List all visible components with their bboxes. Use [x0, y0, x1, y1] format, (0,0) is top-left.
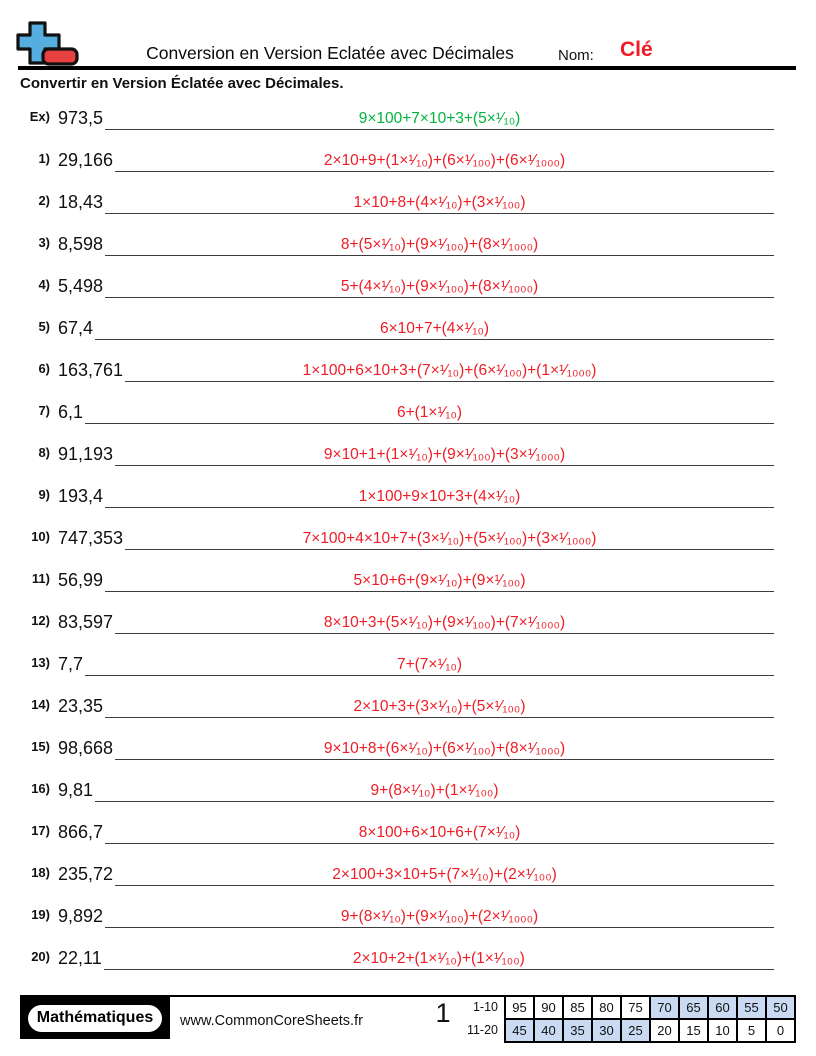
answer-line: [105, 488, 774, 508]
problem-row: [20, 851, 794, 893]
problem-answer: 9+(8×¹⁄₁₀)+(1×¹⁄₁₀₀): [370, 782, 499, 799]
problem-value: 23,35: [58, 696, 104, 716]
problem-number: 16): [31, 781, 50, 796]
grade-cell: 0: [766, 1019, 795, 1042]
problem-value: 56,99: [58, 570, 104, 590]
grade-cell: 45: [505, 1019, 534, 1042]
header-divider: [18, 66, 796, 70]
problem-number: 4): [38, 277, 50, 292]
problem-number: 18): [31, 865, 50, 880]
answer-line: [115, 152, 774, 172]
problem-answer: 1×100+9×10+3+(4×¹⁄₁₀): [358, 488, 521, 505]
problem-value: 98,668: [58, 738, 114, 758]
grade-cell: 50: [766, 996, 795, 1019]
grade-cell: 5: [737, 1019, 766, 1042]
problem-value: 866,7: [58, 822, 104, 842]
problem-value: 747,353: [58, 528, 124, 548]
problem-answer: 5×10+6+(9×¹⁄₁₀)+(9×¹⁄₁₀₀): [353, 572, 526, 589]
answer-key-label: Clé: [620, 38, 653, 61]
answer-line: [105, 572, 774, 592]
problem-number: 12): [31, 613, 50, 628]
problem-value: 235,72: [58, 864, 114, 884]
problem-answer: 2×10+2+(1×¹⁄₁₀)+(1×¹⁄₁₀₀): [352, 950, 525, 967]
name-label: Nom:: [558, 47, 594, 64]
plus-minus-logo-icon: [16, 20, 80, 68]
grade-cell: 60: [708, 996, 737, 1019]
problem-number: 11): [31, 571, 50, 586]
problem-row: [20, 473, 794, 515]
problem-number: 9): [38, 487, 50, 502]
answer-line: [115, 866, 774, 886]
problem-answer: 6×10+7+(4×¹⁄₁₀): [380, 320, 490, 337]
answer-line: [115, 740, 774, 760]
problem-row: [20, 683, 794, 725]
problem-row: [20, 389, 794, 431]
problem-row: [20, 515, 794, 557]
problem-value: 193,4: [58, 486, 104, 506]
answer-line: [85, 656, 774, 676]
grade-cell: 90: [534, 996, 563, 1019]
problem-row: [20, 347, 794, 389]
answer-line: [105, 278, 774, 298]
problem-row: [20, 221, 794, 263]
problem-answer: 1×100+6×10+3+(7×¹⁄₁₀)+(6×¹⁄₁₀₀)+(1×¹⁄₁₀₀₀): [302, 362, 597, 379]
answer-line: [125, 362, 774, 382]
grade-cell: 95: [505, 996, 534, 1019]
problem-number: Ex): [29, 109, 50, 124]
problem-number: 5): [38, 319, 50, 334]
grading-range-label: 11-20: [466, 1023, 498, 1037]
problem-answer: 9×100+7×10+3+(5×¹⁄₁₀): [358, 110, 521, 127]
problem-number: 6): [38, 361, 50, 376]
problem-answer: 7×100+4×10+7+(3×¹⁄₁₀)+(5×¹⁄₁₀₀)+(3×¹⁄₁₀₀₀): [302, 530, 597, 547]
problem-value: 29,166: [58, 150, 114, 170]
answer-line: [104, 950, 774, 970]
grade-cell: 15: [679, 1019, 708, 1042]
grade-cell: 20: [650, 1019, 679, 1042]
problem-answer: 7+(7×¹⁄₁₀): [396, 656, 463, 673]
problem-row: [20, 137, 794, 179]
problem-number: 19): [31, 907, 50, 922]
problem-row: [20, 893, 794, 935]
website-url: www.CommonCoreSheets.fr: [180, 1013, 363, 1029]
problem-answer: 9+(8×¹⁄₁₀)+(9×¹⁄₁₀₀)+(2×¹⁄₁₀₀₀): [340, 908, 539, 925]
problem-row: [20, 263, 794, 305]
problem-answer: 8+(5×¹⁄₁₀)+(9×¹⁄₁₀₀)+(8×¹⁄₁₀₀₀): [340, 236, 539, 253]
problem-row: [20, 557, 794, 599]
problem-answer: 8×10+3+(5×¹⁄₁₀)+(9×¹⁄₁₀₀)+(7×¹⁄₁₀₀₀): [323, 614, 566, 631]
grade-cell: 25: [621, 1019, 650, 1042]
problem-value: 18,43: [58, 192, 104, 212]
problem-number: 7): [38, 403, 50, 418]
answer-line: [125, 530, 774, 550]
grade-cell: 55: [737, 996, 766, 1019]
grading-table: [464, 995, 796, 1043]
grade-cell: 75: [621, 996, 650, 1019]
problem-answer: 8×100+6×10+6+(7×¹⁄₁₀): [358, 824, 521, 841]
grade-cell: 35: [563, 1019, 592, 1042]
problem-value: 8,598: [58, 234, 104, 254]
grade-cell: 40: [534, 1019, 563, 1042]
problem-row: [20, 305, 794, 347]
problem-row: [20, 431, 794, 473]
problem-number: 13): [31, 655, 50, 670]
problem-list: [0, 95, 816, 977]
problem-number: 15): [31, 739, 50, 754]
problem-number: 3): [38, 235, 50, 250]
answer-line: [105, 824, 774, 844]
problem-value: 91,193: [58, 444, 114, 464]
grade-cell: 10: [708, 1019, 737, 1042]
example-row: [20, 95, 794, 137]
brand-label: Mathématiques: [28, 1005, 162, 1032]
answer-line: [105, 194, 774, 214]
problem-number: 17): [31, 823, 50, 838]
problem-answer: 6+(1×¹⁄₁₀): [396, 404, 463, 421]
problem-value: 5,498: [58, 276, 104, 296]
answer-line: [105, 110, 774, 130]
answer-line: [95, 320, 774, 340]
problem-value: 163,761: [58, 360, 124, 380]
problem-answer: 2×100+3×10+5+(7×¹⁄₁₀)+(2×¹⁄₁₀₀): [332, 866, 557, 883]
answer-line: [105, 908, 774, 928]
grade-cell: 30: [592, 1019, 621, 1042]
grade-cell: 70: [650, 996, 679, 1019]
grade-cell: 80: [592, 996, 621, 1019]
problem-value: 67,4: [58, 318, 94, 338]
problem-number: 2): [38, 193, 50, 208]
problem-answer: 9×10+1+(1×¹⁄₁₀)+(9×¹⁄₁₀₀)+(3×¹⁄₁₀₀₀): [323, 446, 566, 463]
problem-number: 20): [31, 949, 50, 964]
answer-line: [105, 698, 774, 718]
grade-cell: 85: [563, 996, 592, 1019]
problem-answer: 9×10+8+(6×¹⁄₁₀)+(6×¹⁄₁₀₀)+(8×¹⁄₁₀₀₀): [323, 740, 566, 757]
problem-value: 7,7: [58, 654, 84, 674]
problem-row: [20, 725, 794, 767]
problem-value: 6,1: [58, 402, 84, 422]
answer-line: [105, 236, 774, 256]
grade-cell: 65: [679, 996, 708, 1019]
problem-row: [20, 179, 794, 221]
answer-line: [85, 404, 774, 424]
problem-value: 9,892: [58, 906, 104, 926]
answer-line: [115, 614, 774, 634]
answer-line: [95, 782, 774, 802]
brand-logo: [20, 997, 170, 1039]
problem-number: 8): [38, 445, 50, 460]
problem-answer: 2×10+9+(1×¹⁄₁₀)+(6×¹⁄₁₀₀)+(6×¹⁄₁₀₀₀): [323, 152, 566, 169]
problem-answer: 2×10+3+(3×¹⁄₁₀)+(5×¹⁄₁₀₀): [353, 698, 526, 715]
page-title: Conversion en Version Eclatée avec Décimales: [146, 43, 514, 63]
header: [0, 0, 816, 70]
problem-value: 83,597: [58, 612, 114, 632]
problem-value: 22,11: [58, 948, 102, 968]
problem-value: 9,81: [58, 780, 94, 800]
instructions-text: Convertir en Version Éclatée avec Décimales.: [20, 75, 344, 92]
problem-row: [20, 767, 794, 809]
problem-number: 10): [31, 529, 50, 544]
grading-range-label: 1-10: [472, 1000, 498, 1014]
problem-row: [20, 599, 794, 641]
answer-line: [115, 446, 774, 466]
problem-number: 1): [38, 151, 50, 166]
problem-row: [20, 935, 794, 977]
footer: [20, 995, 796, 1039]
problem-row: [20, 809, 794, 851]
problem-answer: 1×10+8+(4×¹⁄₁₀)+(3×¹⁄₁₀₀): [353, 194, 526, 211]
problem-number: 14): [31, 697, 50, 712]
problem-row: [20, 641, 794, 683]
problem-answer: 5+(4×¹⁄₁₀)+(9×¹⁄₁₀₀)+(8×¹⁄₁₀₀₀): [340, 278, 539, 295]
problem-value: 973,5: [58, 108, 104, 128]
grading-row: [464, 1019, 795, 1042]
page-number: 1: [435, 998, 451, 1028]
grading-row: [464, 996, 795, 1019]
